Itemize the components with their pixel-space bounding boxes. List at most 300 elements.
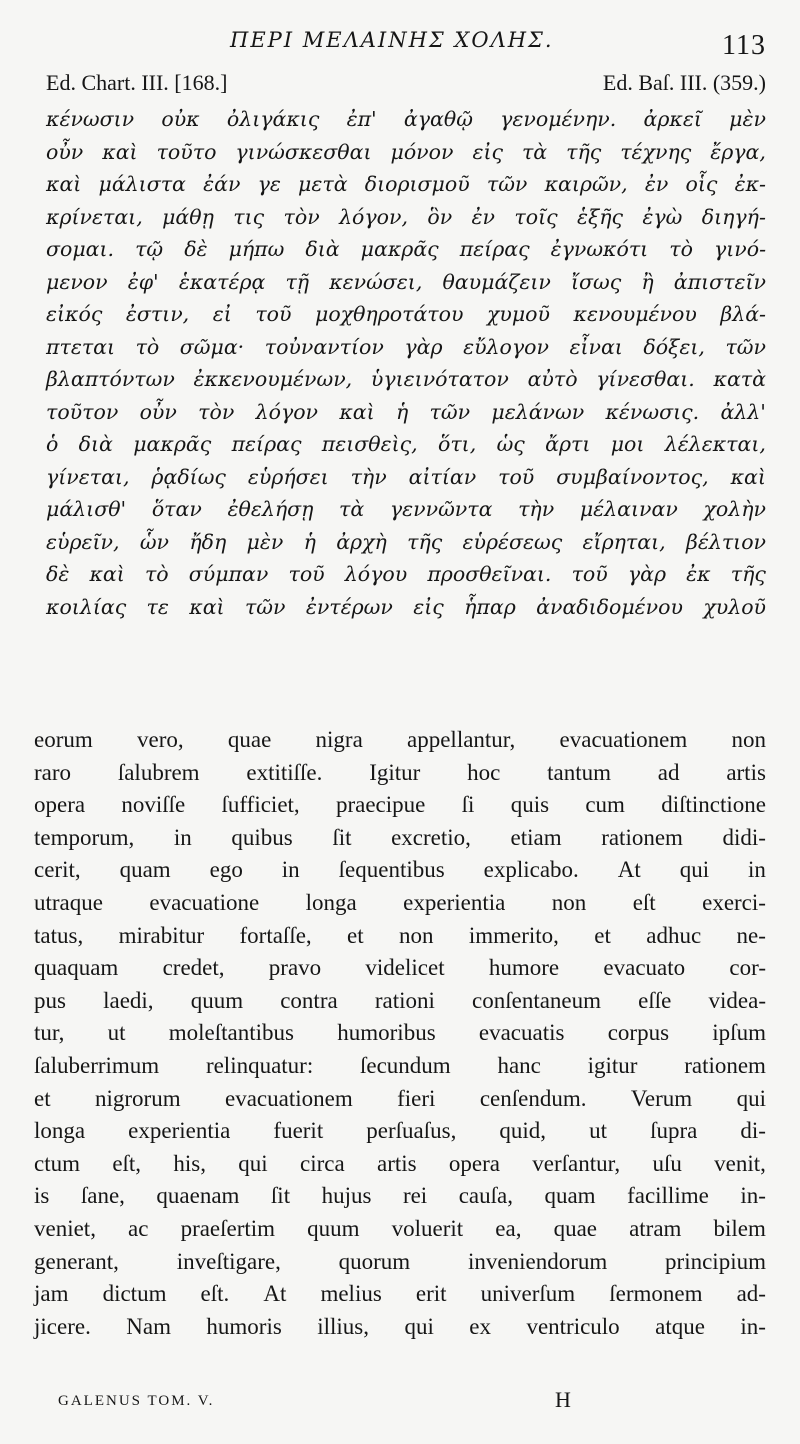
greek-text-column <box>46 103 766 623</box>
word: is <box>34 1183 50 1209</box>
word: fortaſſe, <box>239 922 312 948</box>
word: ἀλλ' <box>720 399 766 424</box>
word: quid, <box>499 1118 547 1144</box>
word: ἧπαρ <box>464 594 516 619</box>
edition-chartier-reference: Ed. Chart. III. [168.] <box>46 70 228 95</box>
word: cum <box>585 792 625 818</box>
word: κρίνεται, <box>46 204 143 229</box>
word: θαυμάζειν <box>442 269 551 294</box>
word: ὁ <box>46 432 59 456</box>
word: μέλαιναν <box>579 497 678 521</box>
word: Verum <box>630 1085 693 1111</box>
word: eſſe <box>638 987 672 1013</box>
word: veniet, <box>34 1215 96 1241</box>
greek-text-line <box>46 103 766 136</box>
word: artis <box>376 1150 417 1176</box>
word: δόξει, <box>643 334 705 359</box>
word: ἀπιστεῖν <box>673 269 766 294</box>
greek-text-line <box>46 526 766 559</box>
word: κοιλίας <box>46 594 127 619</box>
word: τῆς <box>407 529 443 554</box>
word: bilem <box>713 1215 766 1241</box>
latin-text-line <box>34 985 766 1018</box>
word: credet, <box>162 955 225 981</box>
word: χολὴν <box>703 497 766 521</box>
word: τὸ <box>144 562 169 586</box>
word: inveſtigare, <box>176 1248 281 1274</box>
word: μάλιστα <box>98 172 186 196</box>
word: in <box>173 824 192 850</box>
latin-text-column <box>34 724 766 1343</box>
word: in- <box>740 1183 766 1209</box>
word: καὶ <box>189 594 225 619</box>
word: his, <box>173 1150 206 1176</box>
word: οὖν <box>139 399 177 424</box>
word: perſuaſus, <box>366 1118 457 1144</box>
word: et <box>594 922 611 948</box>
word: videlicet <box>365 955 445 981</box>
word: rationem <box>684 1052 766 1078</box>
word: τὰ <box>521 139 548 164</box>
word: et <box>34 1085 51 1111</box>
word: τοῦ <box>498 464 535 489</box>
signature-letter: H <box>555 1387 571 1412</box>
word: εὑρέσεως <box>462 529 563 554</box>
word: αὐτὸ <box>527 367 578 391</box>
word: καὶ <box>339 399 375 424</box>
word: τοῦ <box>288 562 325 586</box>
word: ἀρκεῖ <box>643 107 702 131</box>
word: non <box>551 889 587 915</box>
greek-text-line <box>46 298 766 331</box>
word: eſt <box>632 889 656 915</box>
word: facillime <box>627 1183 709 1209</box>
word: διὰ <box>78 432 113 456</box>
word: illius, <box>317 1313 370 1339</box>
word: rei <box>402 1183 428 1209</box>
word: τοῖς <box>514 204 558 229</box>
word: ipſum <box>712 1020 766 1046</box>
word: quibus <box>231 824 293 850</box>
word: praeſertim <box>180 1215 276 1241</box>
word: ac <box>128 1215 149 1241</box>
latin-text-line <box>34 854 766 887</box>
word: evacuato <box>603 955 686 981</box>
word: μὲν <box>729 107 766 131</box>
word: κενώσει, <box>329 269 423 294</box>
word: et <box>347 922 364 948</box>
word: γε <box>257 172 281 196</box>
word: erit <box>415 1281 447 1307</box>
word: καὶ <box>46 172 82 196</box>
word: ἄρτι <box>545 432 591 456</box>
greek-text-line <box>46 331 766 364</box>
word: ἐκκενουμένων, <box>193 367 353 391</box>
word: raro <box>34 759 72 785</box>
word: χυλοῦ <box>703 594 766 619</box>
word: γινό- <box>713 237 766 261</box>
word: βλά- <box>720 302 766 326</box>
greek-text-line <box>46 168 766 201</box>
word: τὸ <box>135 334 160 359</box>
word: σύμπαν <box>188 562 269 586</box>
word: evacuationem <box>559 727 688 752</box>
word: ἐκ- <box>734 172 766 196</box>
word: εἴρηται, <box>582 529 666 554</box>
word: ſit <box>270 1183 291 1209</box>
word: quam <box>544 1183 596 1209</box>
word: δὲ <box>184 237 208 261</box>
word: εἶναι <box>569 334 623 359</box>
word: Igitur <box>369 759 421 785</box>
word: qui <box>679 857 710 883</box>
word: γίνεσθαι. <box>596 367 695 391</box>
word: ἐν <box>644 172 669 196</box>
word: melius <box>320 1281 382 1307</box>
word: vero, <box>137 727 184 752</box>
word: diſtinctione <box>661 792 766 818</box>
word: ἴσως <box>571 269 622 294</box>
word: καὶ <box>730 464 766 489</box>
latin-text-line <box>34 1115 766 1148</box>
word: ad- <box>736 1281 766 1307</box>
word: immerito, <box>468 922 559 948</box>
latin-text-line <box>34 1246 766 1279</box>
word: ſane, <box>80 1183 125 1209</box>
word: qui <box>736 1085 766 1111</box>
word: ἀναδιδομένου <box>536 594 683 619</box>
word: κατὰ <box>713 367 766 391</box>
word: ἢ <box>641 269 654 294</box>
word: λέλεκται, <box>664 432 766 456</box>
word: in- <box>740 1313 766 1339</box>
word: οὖν <box>46 139 84 164</box>
word: nigra <box>315 727 363 752</box>
word: moleſtantibus <box>168 1020 294 1046</box>
word: μάλισθ' <box>46 497 127 521</box>
word: verſantur, <box>532 1150 621 1176</box>
word: ventriculo <box>526 1313 620 1339</box>
word: μάθῃ <box>162 204 214 229</box>
word: didi- <box>722 824 766 850</box>
word: experientia <box>128 1118 231 1144</box>
latin-text-line <box>34 757 766 790</box>
word: ἡ <box>303 529 316 554</box>
word: explicabo. <box>483 857 579 883</box>
word: cerit, <box>34 857 81 883</box>
word: uſu <box>652 1150 682 1176</box>
word: τὰ <box>339 497 365 521</box>
word: ut <box>107 1020 126 1046</box>
word: τῆς <box>566 139 602 164</box>
edition-reference-line <box>46 70 766 100</box>
word: ἐγὼ <box>642 204 683 229</box>
latin-text-line <box>34 920 766 953</box>
word: in <box>748 857 766 883</box>
word: dictum <box>102 1281 167 1307</box>
word: μήπω <box>228 237 285 261</box>
word: etiam <box>510 824 562 850</box>
word: pus <box>34 987 66 1013</box>
word: ὅταν <box>151 497 202 521</box>
word: οὐκ <box>161 107 200 131</box>
word: qui <box>238 1150 268 1176</box>
word: excretio, <box>391 824 471 850</box>
word: ῥᾳδίως <box>151 464 226 489</box>
word: πτεται <box>46 334 116 359</box>
word: κενουμένου <box>573 302 697 326</box>
word: τῶν <box>725 334 766 359</box>
word: jam <box>34 1281 69 1307</box>
word: τὸν <box>198 399 235 424</box>
word: καὶ <box>89 562 125 586</box>
word: προσθεῖναι. <box>427 562 552 586</box>
greek-text-line <box>46 591 766 624</box>
word: εὑρήσει <box>247 464 329 489</box>
word: quum <box>190 987 244 1013</box>
word: tatus, <box>34 922 84 948</box>
latin-text-line <box>34 1278 766 1311</box>
word: extitiſſe. <box>246 759 323 785</box>
word: At <box>617 857 641 883</box>
word: temporum, <box>34 824 135 850</box>
word: Nam <box>126 1313 171 1339</box>
word: ἐάν <box>203 172 241 196</box>
word: in <box>281 857 300 883</box>
word: βέλτιον <box>685 529 766 554</box>
latin-text-line <box>34 1148 766 1181</box>
word: tur, <box>34 1020 65 1046</box>
word: σομαι. <box>46 237 115 261</box>
word: non <box>399 922 434 948</box>
word: ſalubrem <box>117 759 200 785</box>
word: λόγον <box>255 399 319 424</box>
word: At <box>263 1281 287 1307</box>
word: λόγον, <box>339 204 408 229</box>
word: quaenam <box>156 1183 240 1209</box>
page-number: 113 <box>722 30 766 61</box>
word: σῶμα· <box>179 334 245 359</box>
word: voluerit <box>391 1215 464 1241</box>
word: ἐστιν, <box>125 302 190 326</box>
word: συμβαίνοντος, <box>556 464 709 489</box>
word: λόγου <box>344 562 408 586</box>
word: eorum <box>34 727 93 752</box>
word: quorum <box>338 1248 411 1274</box>
word: κένωσιν <box>46 107 135 131</box>
word: τέχνης <box>620 139 692 164</box>
latin-text-line <box>34 1083 766 1116</box>
word: cenſendum. <box>479 1085 587 1111</box>
word: quum <box>307 1215 360 1241</box>
greek-text-line <box>46 136 766 169</box>
word: humoribus <box>337 1020 436 1046</box>
word: utraque <box>34 889 103 915</box>
word: καιρῶν, <box>544 172 628 196</box>
word: adhuc <box>646 922 702 948</box>
word: exerci- <box>702 889 766 915</box>
word: jicere. <box>34 1313 91 1339</box>
word: μελάνων <box>491 399 585 424</box>
word: ἑκατέρᾳ <box>178 269 266 294</box>
word: cauſa, <box>458 1183 513 1209</box>
word: quaquam <box>34 955 119 981</box>
word: appellantur, <box>407 727 516 752</box>
word: generant, <box>34 1248 119 1274</box>
word: univerſum <box>480 1281 576 1307</box>
greek-text-line <box>46 233 766 266</box>
word: οἷς <box>685 172 718 196</box>
word: ſequentibus <box>338 857 445 883</box>
word: contra <box>280 987 338 1013</box>
word: τὸν <box>283 204 320 229</box>
latin-text-line <box>34 1050 766 1083</box>
greek-text-line <box>46 201 766 234</box>
word: eſt, <box>112 1150 142 1176</box>
word: ctum <box>34 1150 80 1176</box>
word: ἐφ' <box>127 269 159 294</box>
word: μὲν <box>246 529 284 554</box>
word: ἐν <box>471 204 496 229</box>
word: γινώσκεσθαι <box>235 139 372 164</box>
word: ἐπ' <box>346 107 377 131</box>
latin-text-line <box>34 1180 766 1213</box>
word: τὴν <box>350 464 387 489</box>
word: fuerit <box>273 1118 324 1144</box>
word: τῶν <box>244 594 286 619</box>
word: ἡ <box>395 399 409 424</box>
word: ſi <box>461 792 475 818</box>
word: ne- <box>736 922 766 948</box>
word: tantum <box>547 759 611 785</box>
word: τῶν <box>429 399 471 424</box>
word: χυμοῦ <box>486 302 550 326</box>
word: μενον <box>46 269 108 294</box>
word: δὲ <box>46 562 70 586</box>
word: ὑγιεινότατον <box>370 367 509 391</box>
word: pravo <box>268 955 322 981</box>
word: nigrorum <box>95 1085 181 1111</box>
latin-text-line <box>34 724 766 757</box>
word: laedi, <box>103 987 154 1013</box>
edition-basel-reference: Ed. Baſ. III. (359.) <box>602 70 766 95</box>
word: atque <box>655 1313 705 1339</box>
greek-text-line <box>46 266 766 299</box>
word: πεισθεὶς, <box>321 432 418 456</box>
word: διηγή- <box>701 204 766 229</box>
word: hoc <box>467 759 501 785</box>
word: κένωσις. <box>605 399 700 424</box>
word: εὔλογον <box>463 334 549 359</box>
word: καὶ <box>102 139 138 164</box>
word: εἰ <box>212 302 232 326</box>
word: opera <box>34 792 86 818</box>
word: evacuatione <box>149 889 260 915</box>
word: rationem <box>601 824 683 850</box>
word: ὡς <box>496 432 525 456</box>
word: eſt. <box>200 1281 230 1307</box>
word: τοῦ <box>571 562 608 586</box>
word: ὅτι, <box>438 432 477 456</box>
word: μετὰ <box>298 172 348 196</box>
word: τις <box>233 204 265 229</box>
word: ſaluberrimum <box>34 1052 160 1078</box>
word: humoris <box>206 1313 282 1339</box>
word: corpus <box>607 1020 670 1046</box>
greek-text-line <box>46 461 766 494</box>
word: γενομένην. <box>500 107 617 131</box>
word: τοὐναντίον <box>264 334 384 359</box>
word: cor- <box>729 955 766 981</box>
word: quam <box>119 857 171 883</box>
word: γεννῶντα <box>389 497 493 521</box>
word: ὧν <box>139 529 170 554</box>
latin-text-line <box>34 789 766 822</box>
word: τῶν <box>486 172 528 196</box>
word: ἐθελήσῃ <box>227 497 314 521</box>
word: quis <box>510 792 550 818</box>
latin-text-line <box>34 822 766 855</box>
word: venit, <box>714 1150 766 1176</box>
word: ea, <box>495 1215 522 1241</box>
word: διὰ <box>305 237 340 261</box>
word: hanc <box>497 1052 541 1078</box>
word: εἰκός <box>46 302 103 326</box>
word: τὸ <box>669 237 693 261</box>
word: ſermonem <box>609 1281 703 1307</box>
word: εὑρεῖν, <box>46 529 120 554</box>
word: rationi <box>374 987 435 1013</box>
word: βλαπτόντων <box>46 367 175 391</box>
word: ἀρχὴ <box>336 529 387 554</box>
word: principium <box>665 1248 766 1274</box>
greek-text-line <box>46 558 766 591</box>
word: τῆς <box>730 562 766 586</box>
word: fieri <box>397 1085 436 1111</box>
word: εἰς <box>472 139 503 164</box>
running-head <box>0 24 800 64</box>
word: longa <box>34 1118 86 1144</box>
word: hujus <box>321 1183 372 1209</box>
word: γὰρ <box>404 334 443 359</box>
word: ὀλιγάκις <box>226 107 320 131</box>
word: igitur <box>587 1052 638 1078</box>
word: evacuationem <box>225 1085 353 1111</box>
latin-text-line <box>34 1017 766 1050</box>
running-title: ΠΕΡΙ ΜΕΛΑΙΝΗΣ ΧΟΛΗΣ. <box>230 28 554 52</box>
word: di- <box>740 1118 766 1144</box>
word: relinquatur: <box>205 1052 314 1078</box>
word: τε <box>146 594 169 619</box>
word: ἑξῆς <box>576 204 624 229</box>
word: opera <box>448 1150 500 1176</box>
word: πείρας <box>231 432 302 456</box>
word: inveniendorum <box>468 1248 608 1274</box>
word: ſufficiet, <box>221 792 300 818</box>
word: conſentaneum <box>472 987 602 1013</box>
word: ex <box>469 1313 491 1339</box>
latin-text-line <box>34 1213 766 1246</box>
word: ἀγαθῷ <box>403 107 473 131</box>
word: τοῦτο <box>156 139 217 164</box>
latin-text-line <box>34 952 766 985</box>
word: ἤδη <box>189 529 227 554</box>
latin-text-line <box>34 1311 766 1344</box>
word: ad <box>657 759 680 785</box>
word: τῇ <box>285 269 310 294</box>
word: evacuatis <box>478 1020 565 1046</box>
word: qui <box>404 1313 434 1339</box>
